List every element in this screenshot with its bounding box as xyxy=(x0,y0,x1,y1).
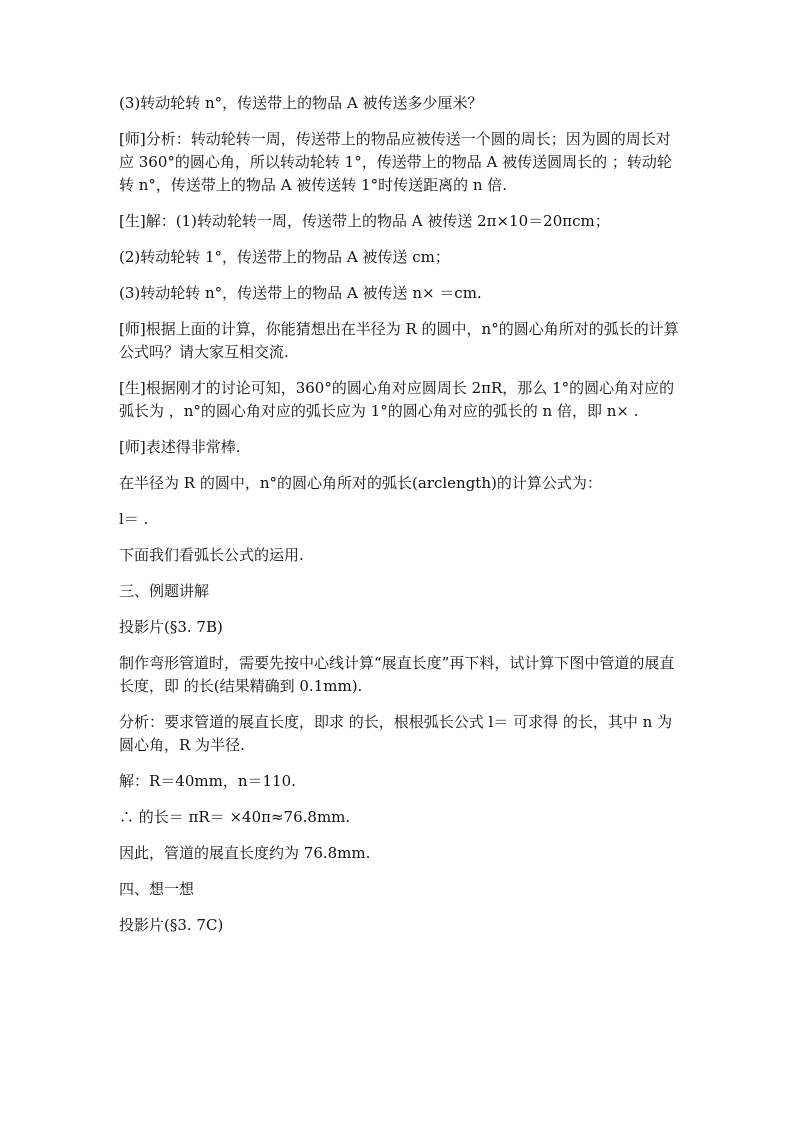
section-heading-examples: 三、例题讲解 xyxy=(119,582,210,600)
paragraph-student-conclusion: [生]根据刚才的讨论可知，360°的圆心角对应圆周长 2πR，那么 1°的圆心角对应的弧长为 ，n°的圆心角对应的弧长应为 1°的圆心角对应的弧长的 n 倍，即 n× . xyxy=(119,379,675,420)
document-body xyxy=(119,92,679,950)
paragraph-student-solution-2: (2)转动轮转 1°，传送带上的物品 A 被传送 cm； xyxy=(119,248,450,266)
paragraph-arc-length-formula: l＝ . xyxy=(119,510,149,528)
paragraph-slide-7c: 投影片(§3. 7C) xyxy=(119,916,224,934)
paragraph-pipe-problem: 制作弯形管道时，需要先按中心线计算“展直长度”再下料，试计算下图中管道的展直长度，即 的长(结果精确到 0.1mm). xyxy=(119,654,675,695)
paragraph-pipe-analysis: 分析：要求管道的展直长度，即求 的长，根根弧长公式 l＝ 可求得 的长，其中 n 为圆心角，R 为半径. xyxy=(119,713,673,754)
paragraph-question-3: (3)转动轮转 n°，传送带上的物品 A 被传送多少厘米？ xyxy=(119,94,483,112)
paragraph-slide-7b: 投影片(§3. 7B) xyxy=(119,618,223,636)
paragraph-teacher-praise: [师]表述得非常棒. xyxy=(119,438,241,456)
paragraph-student-solution-3: (3)转动轮转 n°，传送带上的物品 A 被传送 n× ＝cm. xyxy=(119,284,482,302)
paragraph-teacher-analysis: [师]分析：转动轮转一周，传送带上的物品应被传送一个圆的周长；因为圆的周长对应 360°的圆心角，所以转动轮转 1°，传送带上的物品 A 被传送圆周长的 ；转动轮转 n°，传送带上的物品 A 被传送转 1°时传送距离的 n 倍. xyxy=(119,130,672,194)
paragraph-pipe-result: 因此，管道的展直长度约为 76.8mm. xyxy=(119,844,371,862)
paragraph-pipe-solution: 解：R＝40mm，n＝110. xyxy=(119,772,296,790)
paragraph-arc-length-intro: 在半径为 R 的圆中，n°的圆心角所对的弧长(arclength)的计算公式为： xyxy=(119,474,602,492)
paragraph-application-intro: 下面我们看弧长公式的运用. xyxy=(119,546,304,564)
section-heading-think: 四、想一想 xyxy=(119,880,195,898)
paragraph-pipe-calculation: ∴ 的长＝ πR＝ ×40π≈76.8mm. xyxy=(119,808,351,826)
paragraph-student-solution-1: [生]解：(1)转动轮转一周，传送带上的物品 A 被传送 2π×10＝20πcm； xyxy=(119,212,610,230)
paragraph-teacher-question: [师]根据上面的计算，你能猜想出在半径为 R 的圆中，n°的圆心角所对的弧长的计算公式吗？请大家互相交流. xyxy=(119,320,679,361)
